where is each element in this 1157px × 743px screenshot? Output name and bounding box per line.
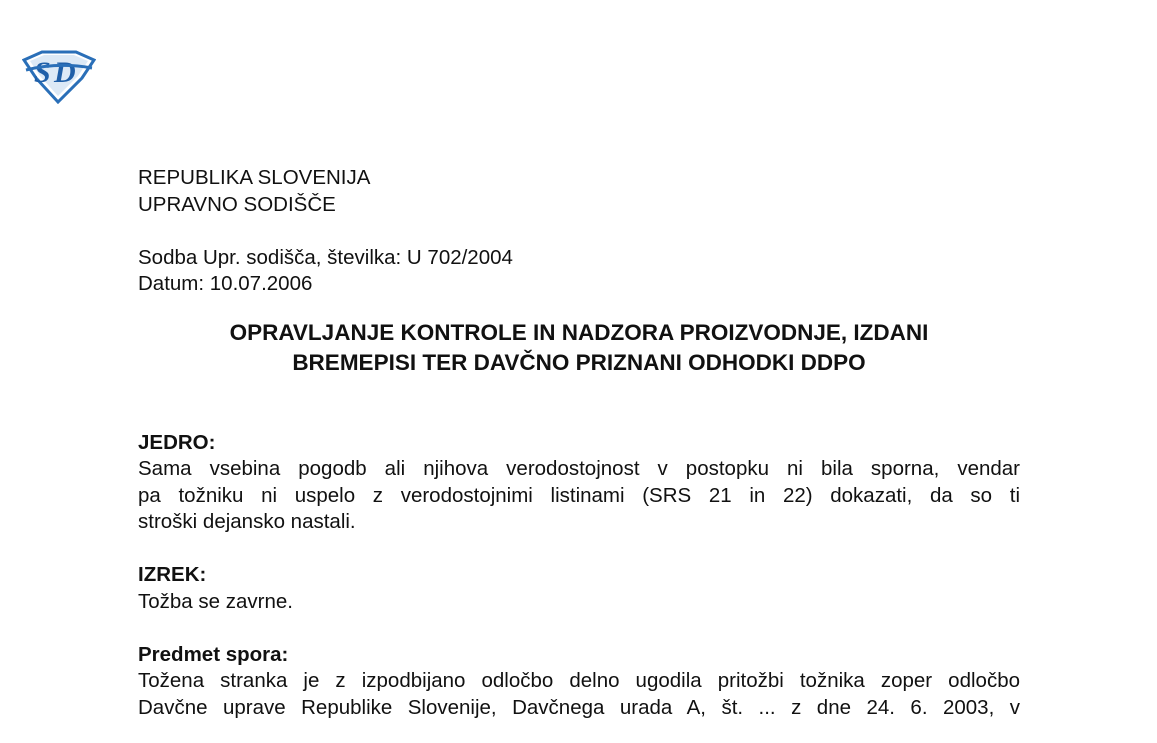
predmet-heading: Predmet spora: (138, 642, 289, 666)
predmet-text (138, 668, 1020, 721)
spacer (138, 218, 1020, 245)
title-line-2: BREMEPISI TER DAVČNO PRIZNANI ODHODKI DDPO (292, 349, 866, 375)
jedro-heading: JEDRO: (138, 430, 216, 454)
jedro-line-1: Sama vsebina pogodb ali njihova verodostojnost v postopku ni bila sporna, vendar (138, 457, 1020, 480)
jedro-line-3: stroški dejansko nastali. (138, 510, 356, 533)
document-body (138, 165, 1020, 721)
predmet-line-2: Davčne uprave Republike Slovenije, Davčnega urada A, št. ... z dne 24. 6. 2003, v (138, 695, 1020, 719)
izrek-text: Tožba se zavrne. (138, 589, 293, 613)
court-logo (22, 48, 96, 104)
svg-text:S: S (34, 56, 51, 89)
predmet-line-1: Tožena stranka je z izpodbijano odločbo delno ugodila pritožbi tožnika zoper odločbo (138, 669, 1020, 692)
title-line-1: OPRAVLJANJE KONTROLE IN NADZORA PROIZVODNJE, IZDANI (229, 319, 929, 345)
case-number: Sodba Upr. sodišča, številka: U 702/2004 (138, 245, 513, 269)
header-republic: REPUBLIKA SLOVENIJA (138, 166, 371, 189)
svg-text:D: D (54, 56, 76, 89)
case-date: Datum: 10.07.2006 (138, 272, 313, 295)
jedro-line-2: pa tožniku ni uspelo z verodostojnimi listinami (SRS 21 in 22) dokazati, da so ti (138, 483, 1020, 507)
header-court: UPRAVNO SODIŠČE (138, 192, 336, 216)
jedro-text (138, 456, 1020, 536)
izrek-heading: IZREK: (138, 563, 207, 586)
document-title (138, 318, 1020, 378)
